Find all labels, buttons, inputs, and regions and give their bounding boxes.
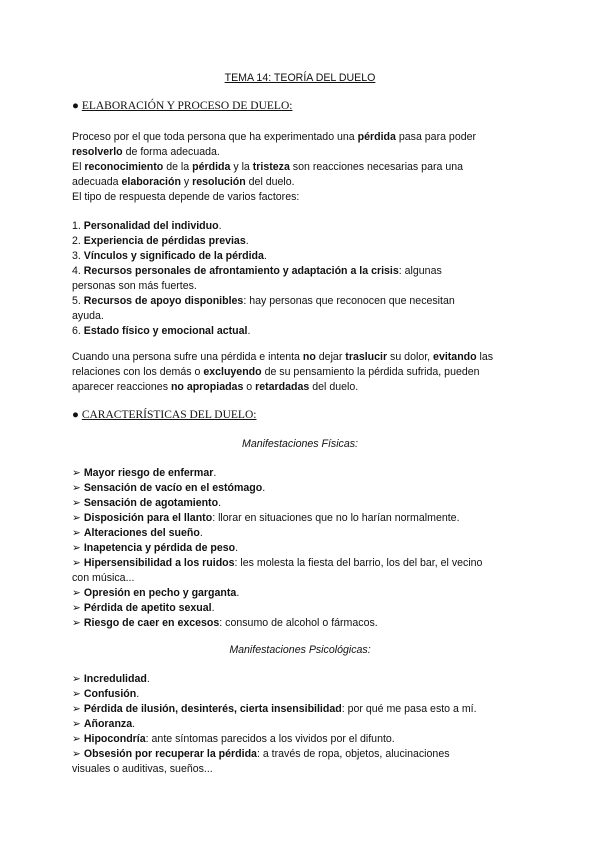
list-item: 6. Estado físico y emocional actual. — [72, 325, 251, 337]
list-item-continuation: con música... — [72, 572, 135, 584]
text-line: Proceso por el que toda persona que ha experimentado una pérdida pasa para poder — [72, 131, 477, 143]
list-item: 5. Recursos de apoyo disponibles: hay personas que reconocen que necesitan — [72, 295, 455, 307]
section-heading-caracteristicas: ● CARACTERÍSTICAS DEL DUELO: — [72, 409, 257, 421]
factors-list — [72, 219, 528, 339]
list-item: ➢ Sensación de vacío en el estómago. — [72, 482, 266, 494]
arrow-bullet-icon: ➢ — [72, 617, 81, 629]
arrow-bullet-icon: ➢ — [72, 497, 81, 509]
list-item: 2. Experiencia de pérdidas previas. — [72, 235, 249, 247]
text-line: adecuada elaboración y resolución del duelo. — [72, 176, 295, 188]
bullet-icon: ● — [72, 409, 79, 421]
list-item: ➢ Pérdida de ilusión, desinterés, cierta insensibilidad: por qué me pasa esto a mí. — [72, 703, 477, 715]
list-item: ➢ Opresión en pecho y garganta. — [72, 587, 240, 599]
arrow-bullet-icon: ➢ — [72, 512, 81, 524]
list-item: 3. Vínculos y significado de la pérdida. — [72, 250, 267, 262]
text-line: Cuando una persona sufre una pérdida e intenta no dejar traslucir su dolor, evitando las — [72, 351, 494, 363]
arrow-bullet-icon: ➢ — [72, 718, 81, 730]
fisicas-list — [72, 466, 528, 631]
page-title: TEMA 14: TEORÍA DEL DUELO — [224, 72, 376, 84]
list-item-continuation: personas son más fuertes. — [72, 280, 197, 292]
psicologicas-list — [72, 672, 528, 777]
arrow-bullet-icon: ➢ — [72, 703, 81, 715]
arrow-bullet-icon: ➢ — [72, 673, 81, 685]
reaction-paragraph — [72, 350, 528, 395]
list-item: ➢ Incredulidad. — [72, 673, 150, 685]
list-item: ➢ Alteraciones del sueño. — [72, 527, 203, 539]
text-line: resolverlo de forma adecuada. — [72, 146, 220, 158]
arrow-bullet-icon: ➢ — [72, 602, 81, 614]
list-item: 4. Recursos personales de afrontamiento y adaptación a la crisis: algunas — [72, 265, 442, 277]
text-line: El tipo de respuesta depende de varios factores: — [72, 191, 300, 203]
list-item: ➢ Hipersensibilidad a los ruidos: les molesta la fiesta del barrio, los del bar, el vecino — [72, 557, 483, 569]
list-item: ➢ Confusión. — [72, 688, 140, 700]
list-item: ➢ Inapetencia y pérdida de peso. — [72, 542, 239, 554]
text-line: aparecer reacciones no apropiadas o retardadas del duelo. — [72, 381, 359, 393]
arrow-bullet-icon: ➢ — [72, 557, 81, 569]
intro-paragraph — [72, 130, 528, 205]
bullet-icon: ● — [72, 100, 79, 112]
arrow-bullet-icon: ➢ — [72, 482, 81, 494]
list-item: ➢ Hipocondría: ante síntomas parecidos a los vividos por el difunto. — [72, 733, 395, 745]
text-line: El reconocimiento de la pérdida y la tristeza son reacciones necesarias para una — [72, 161, 463, 173]
list-item: 1. Personalidad del individuo. — [72, 220, 222, 232]
list-item-continuation: ayuda. — [72, 310, 104, 322]
list-item: ➢ Pérdida de apetito sexual. — [72, 602, 215, 614]
arrow-bullet-icon: ➢ — [72, 467, 81, 479]
arrow-bullet-icon: ➢ — [72, 688, 81, 700]
list-item: ➢ Añoranza. — [72, 718, 136, 730]
list-item: ➢ Sensación de agotamiento. — [72, 497, 222, 509]
arrow-bullet-icon: ➢ — [72, 733, 81, 745]
text-line: relaciones con los demás o excluyendo de su pensamiento la pérdida sufrida, pueden — [72, 366, 480, 378]
section-heading-elaboracion: ● ELABORACIÓN Y PROCESO DE DUELO: — [72, 100, 293, 112]
arrow-bullet-icon: ➢ — [72, 542, 81, 554]
list-item: ➢ Mayor riesgo de enfermar. — [72, 467, 217, 479]
list-item-continuation: visuales o auditivas, sueños... — [72, 763, 213, 775]
list-item: ➢ Disposición para el llanto: llorar en situaciones que no lo harían normalmente. — [72, 512, 460, 524]
subheading-fisicas: Manifestaciones Físicas: — [242, 438, 358, 450]
arrow-bullet-icon: ➢ — [72, 587, 81, 599]
subheading-psicologicas: Manifestaciones Psicológicas: — [229, 644, 371, 656]
arrow-bullet-icon: ➢ — [72, 527, 81, 539]
arrow-bullet-icon: ➢ — [72, 748, 81, 760]
list-item: ➢ Obsesión por recuperar la pérdida: a través de ropa, objetos, alucinaciones — [72, 748, 450, 760]
list-item: ➢ Riesgo de caer en excesos: consumo de alcohol o fármacos. — [72, 617, 378, 629]
